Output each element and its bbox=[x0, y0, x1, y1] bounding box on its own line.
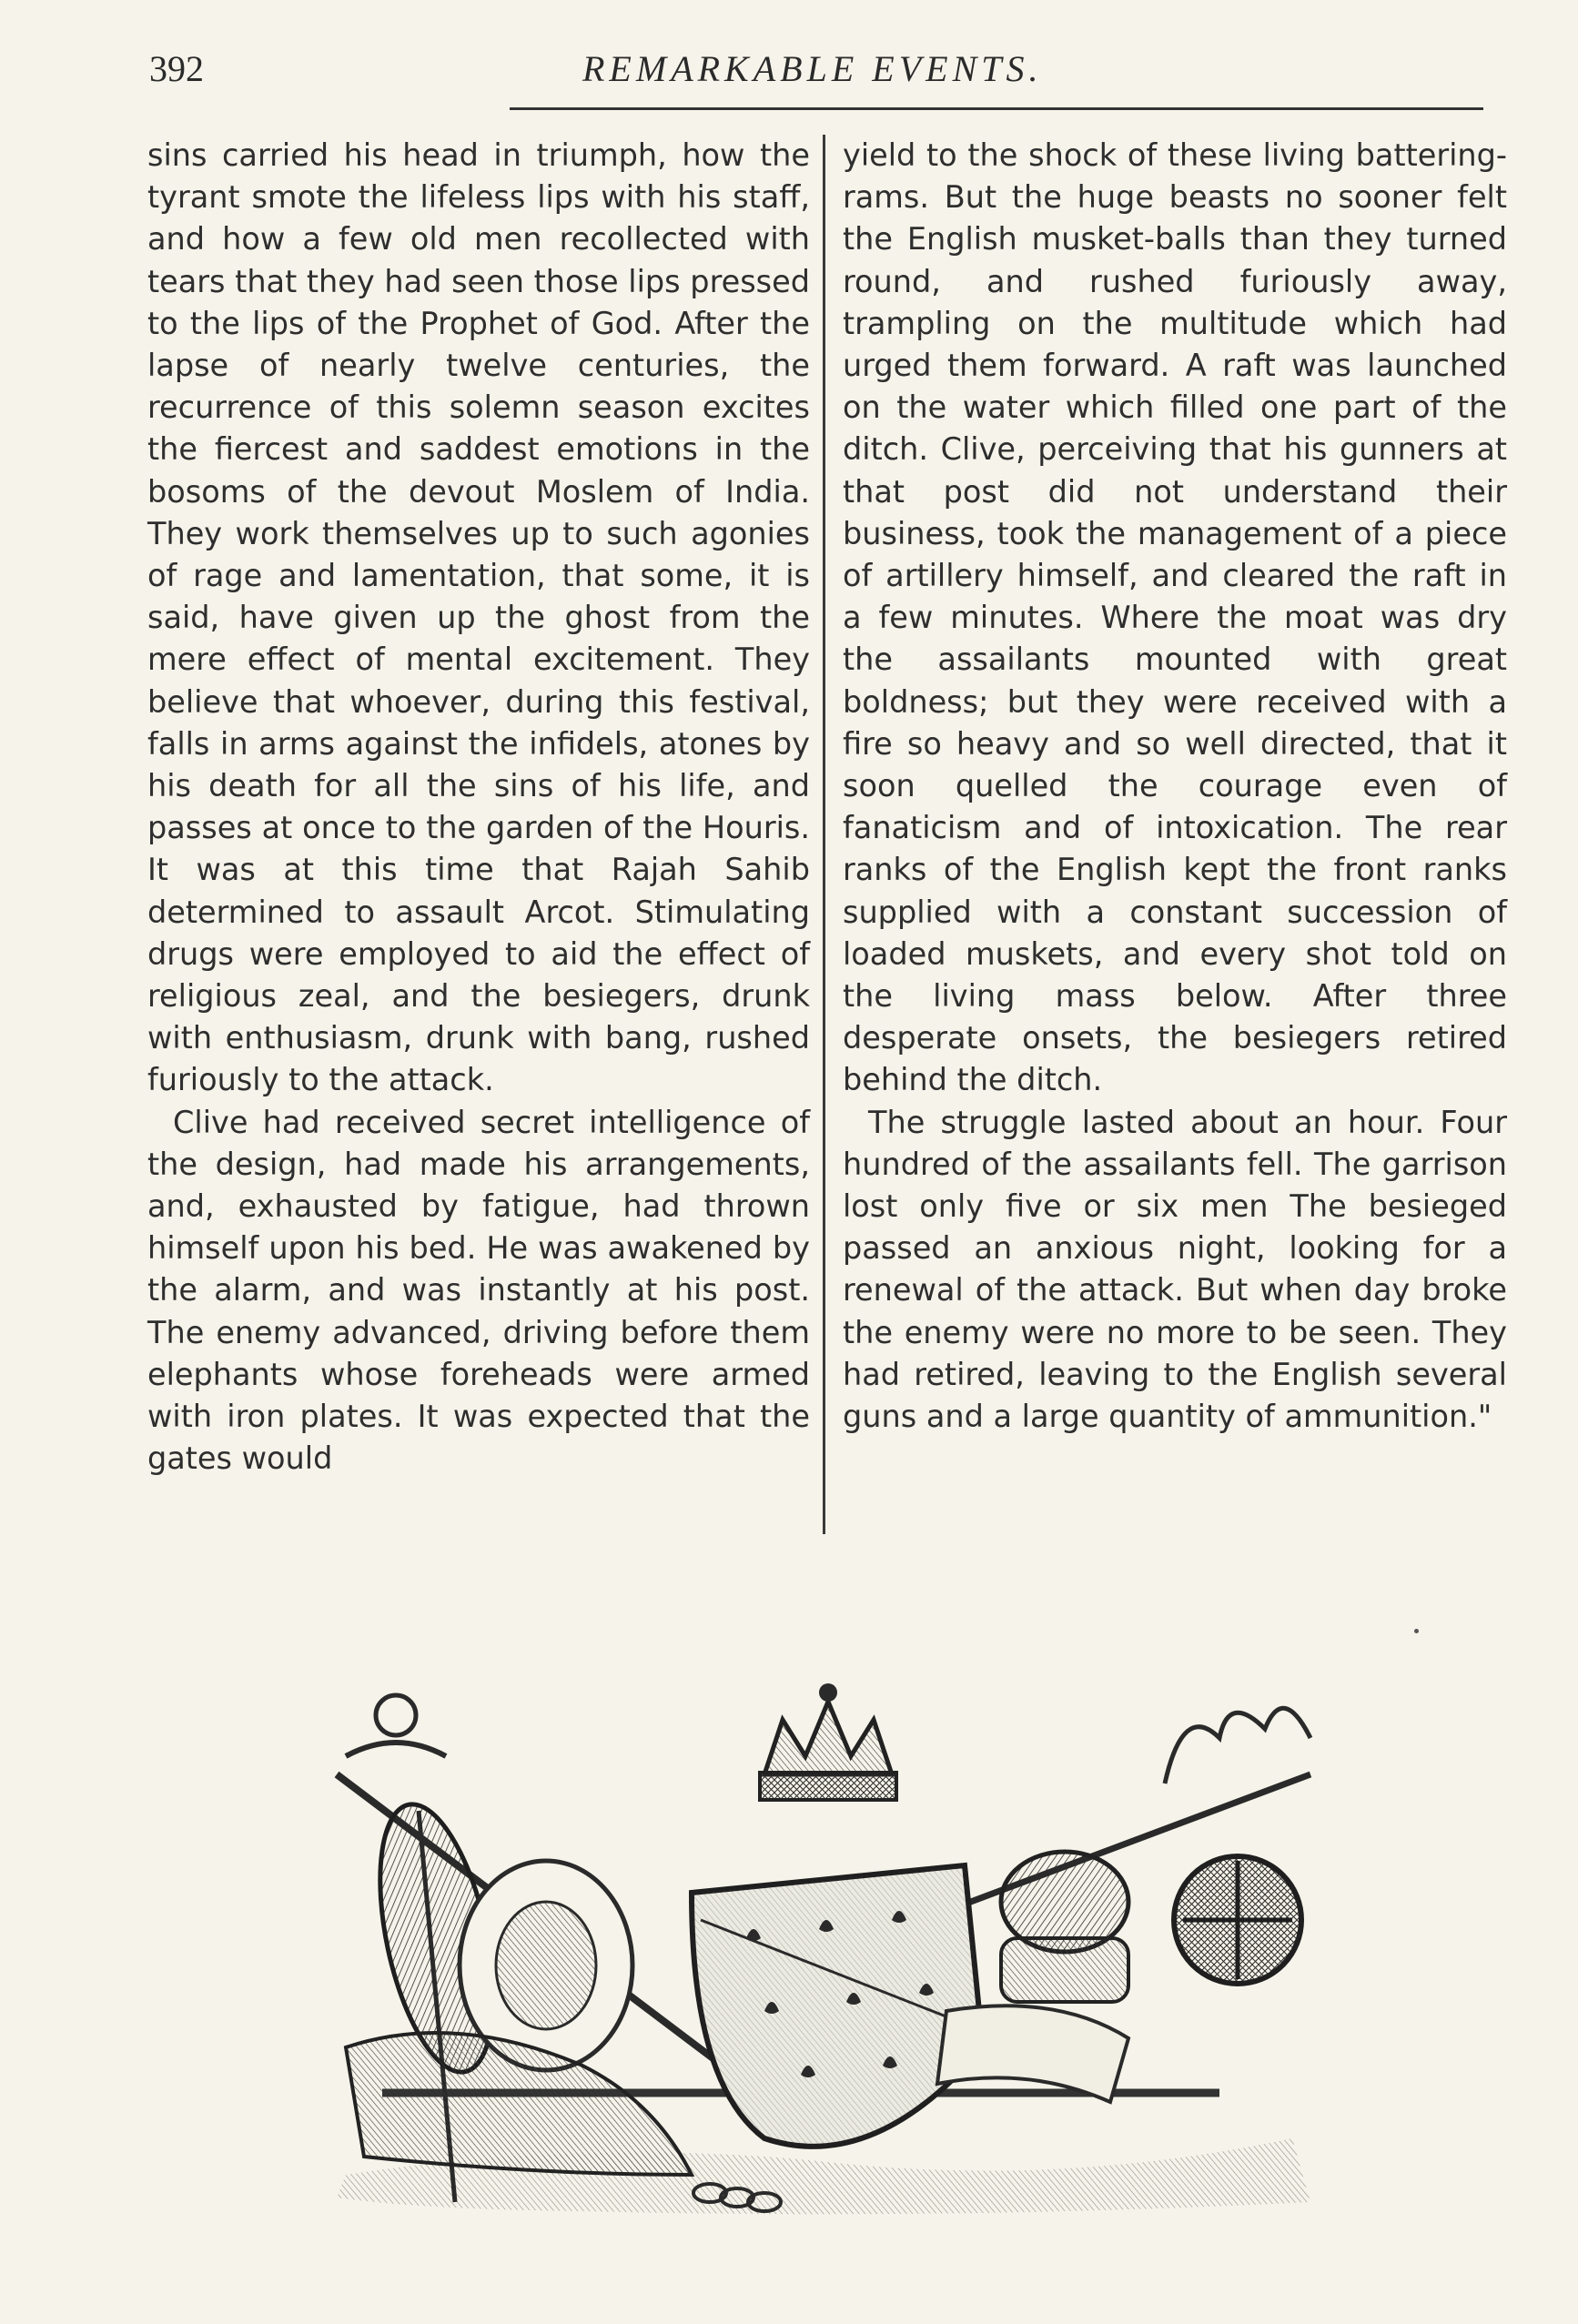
stray-dot bbox=[1414, 1629, 1419, 1633]
fleur-de-lis-shield bbox=[692, 1865, 983, 2147]
right-column bbox=[843, 135, 1507, 1438]
crown-icon bbox=[760, 1683, 896, 1800]
armour-pieces bbox=[1001, 1852, 1128, 2002]
left-column bbox=[147, 135, 810, 1480]
right-paragraph-1: yield to the shock of these living battering-rams. But the huge beasts no sooner felt the English musket-balls than they turned round, and rushed furiously away, trampling on the multitude which had urged them forward. A raft was launched on the water which filled one part of the ditch. Clive, perceiving that his gunners at that post did not understand their business, took the management of a piece of artillery himself, and cleared the raft in a few minutes. Where the moat was dry the assailants mounted with great boldness; but they were received with a fire so heavy and so well directed, that it soon quelled the courage even of fanaticism and of intoxication. The rear ranks of the English kept the front ranks supplied with a constant succession of loaded muskets, and every shot told on the living mass below. After three desperate onsets, the besiegers retired behind the ditch. bbox=[843, 137, 1507, 1098]
header-rule bbox=[510, 107, 1483, 110]
sword-pommel bbox=[376, 1695, 416, 1735]
scroll bbox=[937, 2006, 1128, 2102]
left-paragraph-2: Clive had received secret intelligence of the design, had made his arrangements, and, exhausted by fatigue, had thrown himself upon his bed. He was awakened by the alarm, and was instantly at his post. The enemy advanced, driving before them elephants whose foreheads were armed with iron plates. It was expected that the gates would bbox=[147, 1104, 810, 1477]
plumes bbox=[1165, 1708, 1310, 1783]
left-paragraph-1: sins carried his head in triumph, how the tyrant smote the lifeless lips with his staff, and how a few old men recollected with tears that they had seen those lips pressed to the lips of the Prophet of God. After the lapse of nearly twelve centuries, the recurrence of this solemn season excites the fiercest and saddest emotions in the bosoms of the devout Moslem of India. They work themselves up to such agonies of rage and lamentation, that some, it is said, have given up the ghost from the mere effect of mental excitement. They believe that whoever, during this festival, falls in arms against the infidels, atones by his death for all the sins of his life, and passes at once to the garden of the Houris. It was at this time that Rajah Sahib determined to assault Arcot. Stimulating drugs were employed to aid the effect of religious zeal, and the besiegers, drunk with enthusiasm, drunk with bang, rushed furiously to the attack. bbox=[147, 137, 810, 1098]
sword-guard bbox=[346, 1743, 446, 1756]
right-paragraph-2: The struggle lasted about an hour. Four hundred of the assailants fell. The garrison lost only five or six men The besieged passed an anxious night, looking for a renewal of the attack. But when day broke the enemy were no more to be seen. They had retired, leaving to the English several guns and a large quantity of ammunition." bbox=[843, 1104, 1507, 1435]
page-number: 392 bbox=[149, 48, 204, 89]
drapery bbox=[346, 2033, 692, 2175]
running-head: REMARKABLE EVENTS. bbox=[582, 48, 1043, 89]
column-divider bbox=[823, 135, 825, 1534]
trophy-of-arms-engraving-icon bbox=[309, 1665, 1347, 2229]
helmet-icon bbox=[1174, 1856, 1301, 1984]
